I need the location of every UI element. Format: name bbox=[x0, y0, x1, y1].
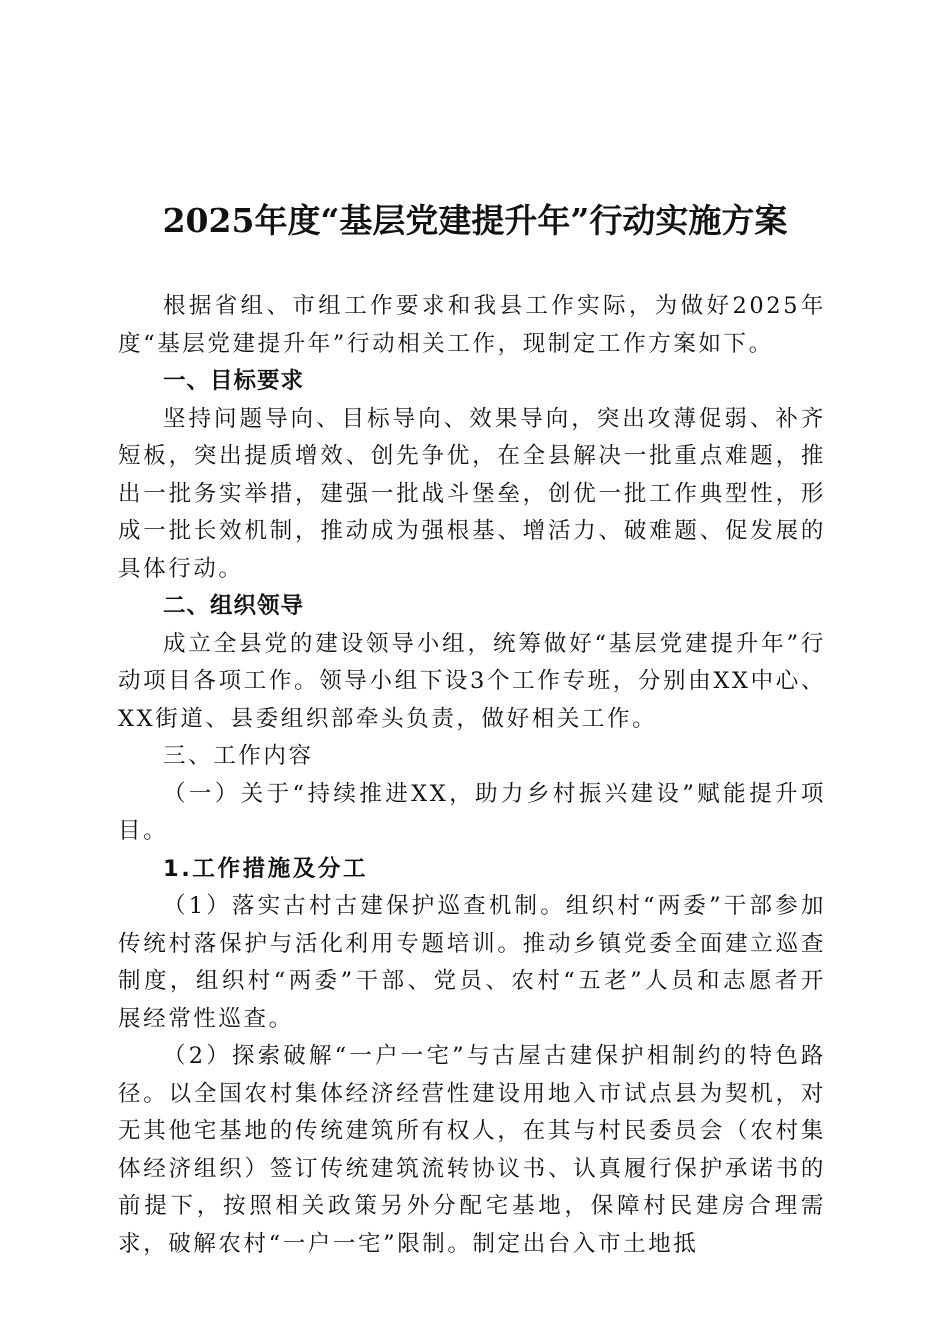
section-heading-goals: 一、目标要求 bbox=[163, 368, 305, 394]
section-heading-leadership: 二、组织领导 bbox=[163, 593, 305, 619]
intro-paragraph: 根据省组、市组工作要求和我县工作实际，为做好2025年度“基层党建提升年”行动相关工作，现制定工作方案如下。 bbox=[118, 293, 826, 357]
document-title: 2025年度“基层党建提升年”行动实施方案 bbox=[162, 201, 788, 240]
section-text-goals: 坚持问题导向、目标导向、效果导向，突出攻薄促弱、补齐短板，突出提质增效、创先争优，在全县解决一批重点难题，推出一批务实举措，建强一批战斗堡垒，创优一批工作典型性，形成一批长效机制，推动成为强根基、增活力、破难题、促发展的具体行动。 bbox=[118, 405, 826, 582]
measure-paragraph-1: （1）落实古村古建保护巡查机制。组织村“两委”干部参加传统村落保护与活化利用专题培训。推动乡镇党委全面建立巡查制度，组织村“两委”干部、党员、农村“五老”人员和志愿者开展经常性巡查。 bbox=[118, 893, 826, 1032]
item-heading: 1.工作措施及分工 bbox=[163, 855, 369, 882]
section-text-leadership: 成立全县党的建设领导小组，统筹做好“基层党建提升年”行动项目各项工作。领导小组下设3个工作专班，分别由XX中心、XX街道、县委组织部牵头负责，做好相关工作。 bbox=[118, 630, 826, 732]
measure-paragraph-2: （2）探索破解“一户一宅”与古屋古建保护相制约的特色路径。以全国农村集体经济经营性建设用地入市试点县为契机，对无其他宅基地的传统建筑所有权人，在其与村民委员会（农村集体经济组织）签订传统建筑流转协议书、认真履行保护承诺书的前提下，按照相关政策另外分配宅基地，保障村民建房合理需求，破解农村“一户一宅”限制。制定出台入市土地抵 bbox=[118, 1043, 826, 1257]
section-heading-content: 三、工作内容 bbox=[163, 743, 314, 769]
document-body bbox=[118, 288, 826, 1263]
subsection-heading: （一）关于“持续推进XX，助力乡村振兴建设”赋能提升项目。 bbox=[118, 780, 826, 844]
